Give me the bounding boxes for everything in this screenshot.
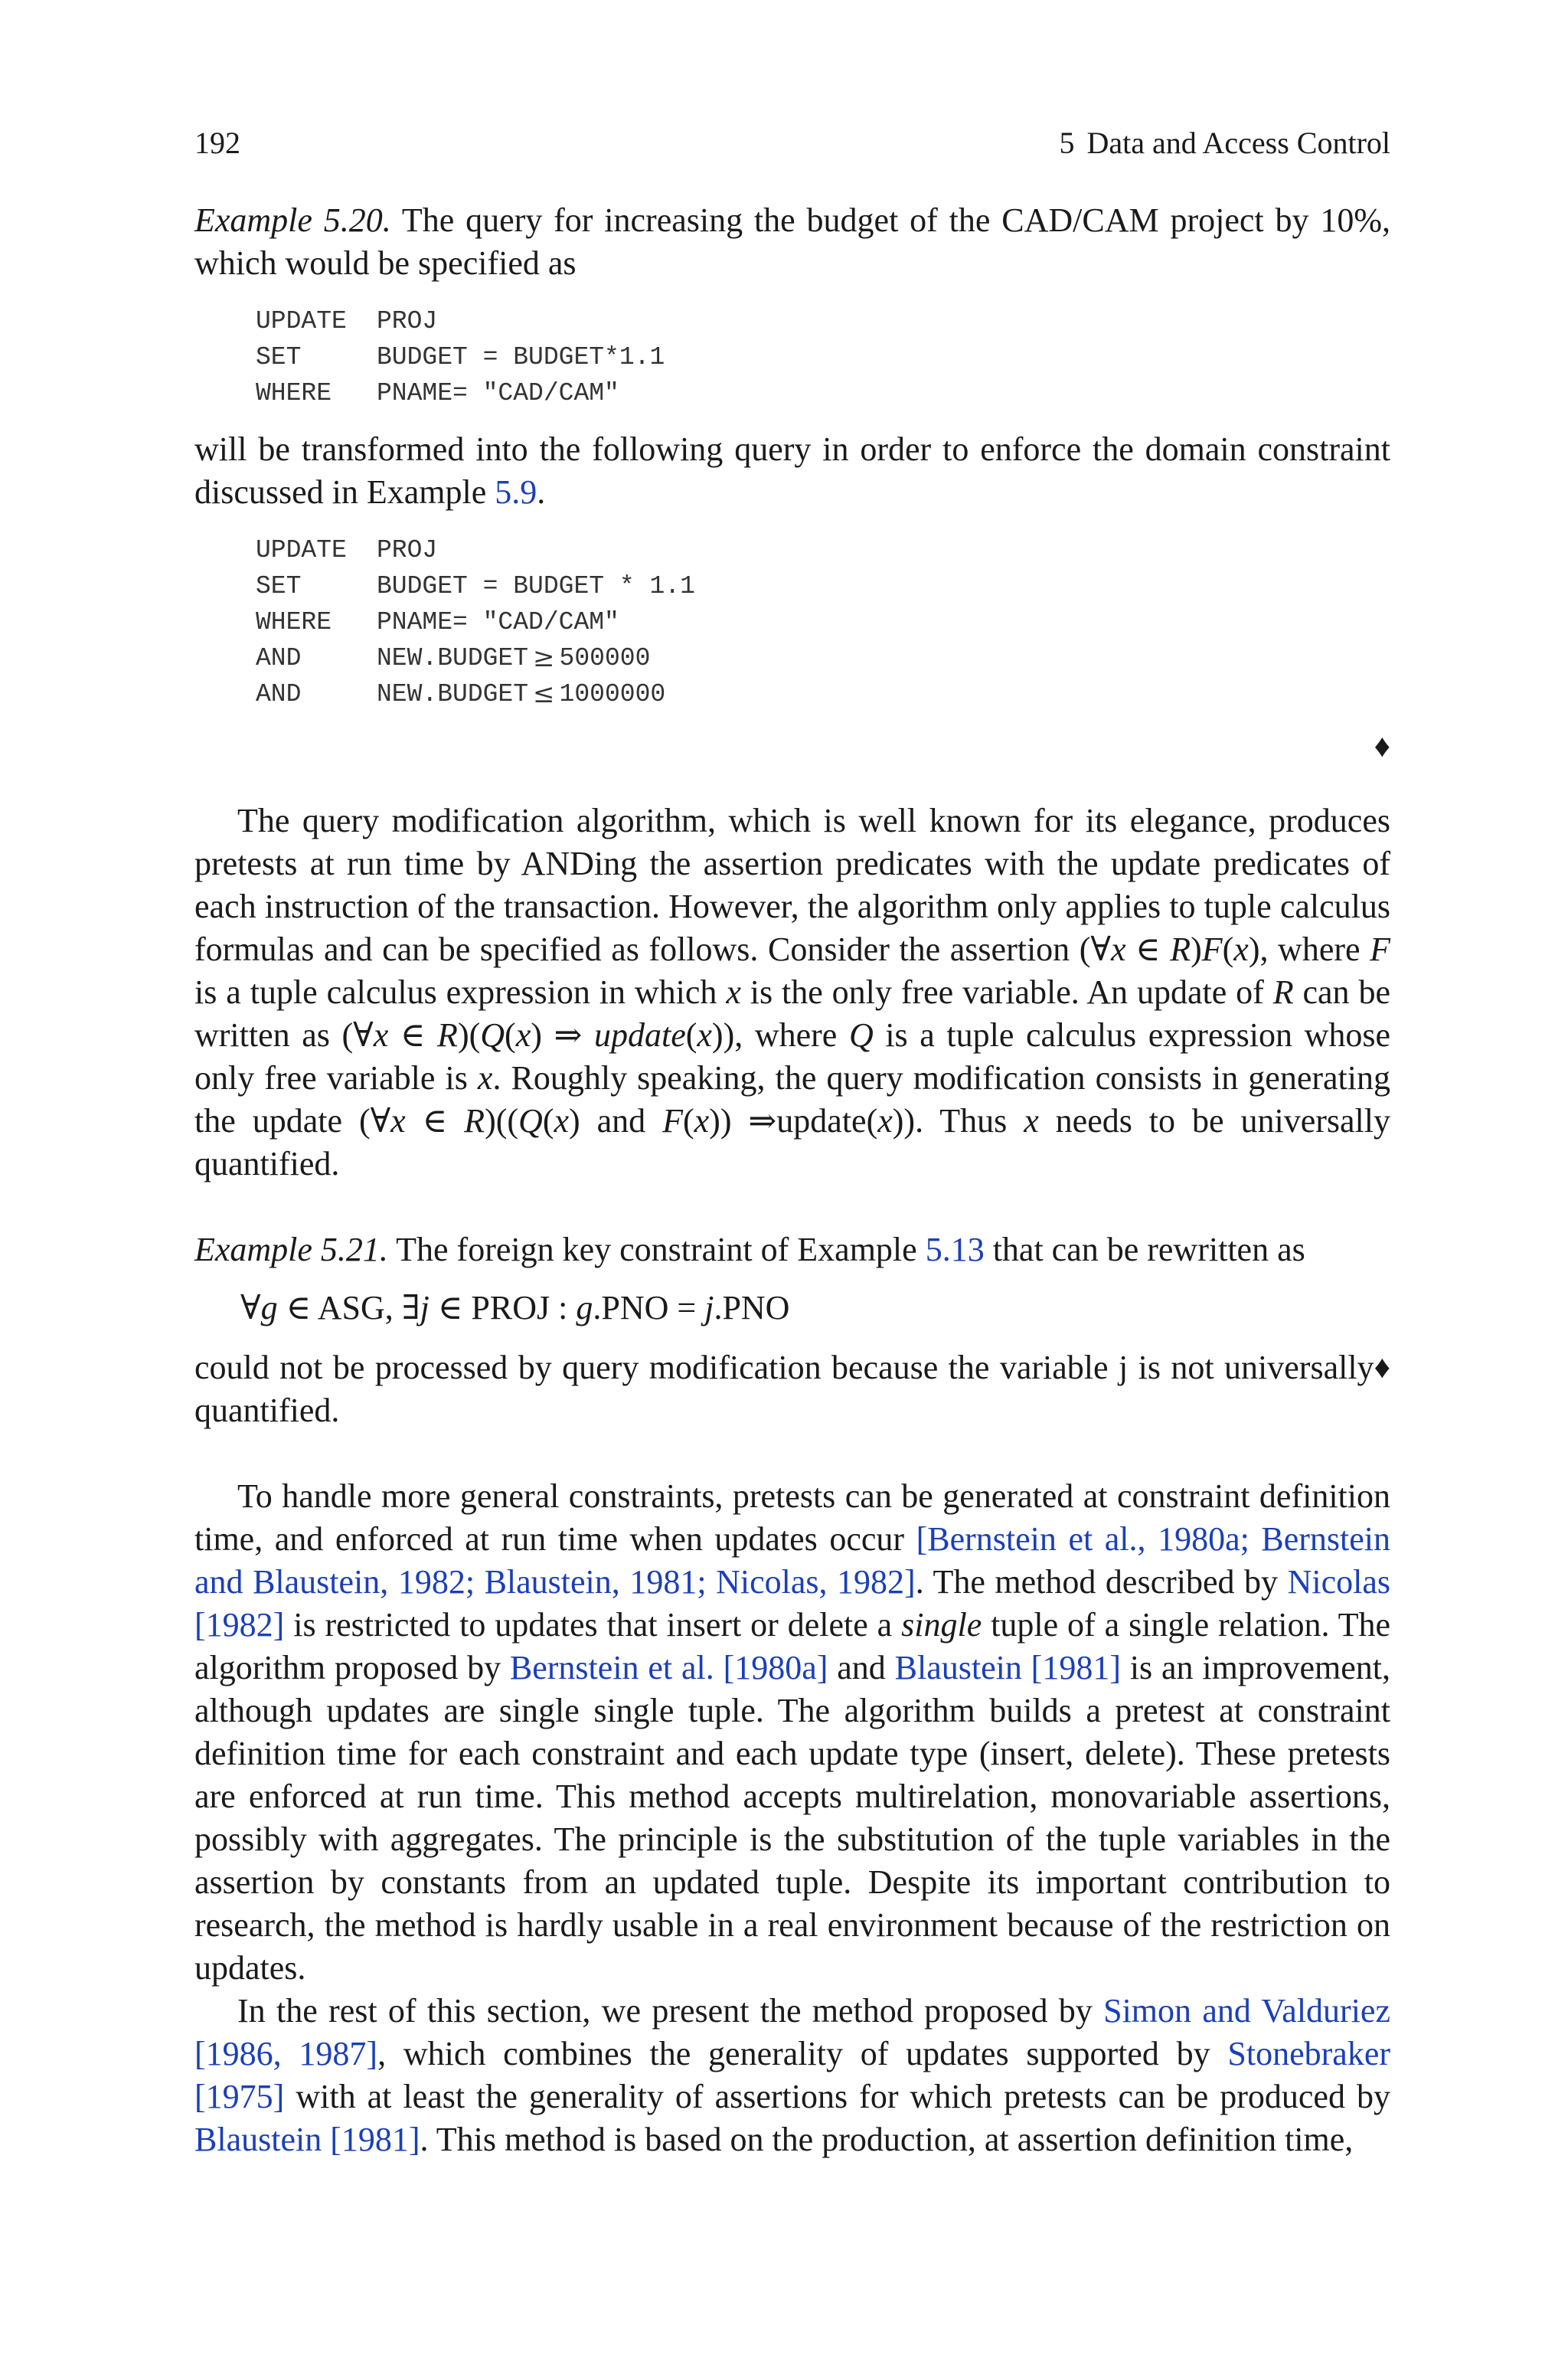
example-5-21-conclusion: ♦ could not be processed by query modification because the variable j is not universally quantified. bbox=[194, 1346, 1390, 1432]
foreign-key-formula: ∀g ∈ ASG, ∃j ∈ PROJ : g.PNO = j.PNO bbox=[240, 1289, 790, 1326]
code-line: WHERE PNAME= "CAD/CAM" bbox=[256, 608, 619, 636]
example-label: Example 5.20. bbox=[194, 201, 391, 239]
code-block-modified-query bbox=[256, 532, 1390, 712]
citation-link[interactable]: Bernstein et al. [1980a] bbox=[509, 1649, 828, 1686]
citation-link[interactable]: Nicolas [1982] bbox=[194, 1563, 1390, 1644]
citation-link[interactable]: [Bernstein et al., 1980a; Bernstein and Blaustein, 1982; Blaustein, 1981; Nicolas, 1982] bbox=[194, 1520, 1391, 1601]
transformation-text: will be transformed into the following query in order to enforce the domain constraint discussed in Example 5.9. bbox=[194, 430, 1390, 511]
citation-link[interactable]: Blaustein [1981] bbox=[894, 1649, 1121, 1686]
citation-link[interactable]: Stonebraker [1975] bbox=[194, 2035, 1390, 2115]
page-number: 192 bbox=[194, 126, 240, 160]
example-5-20-intro: Example 5.20. The query for increasing the budget of the CAD/CAM project by 10%, which would be specified as bbox=[194, 201, 1390, 282]
code-line: SET BUDGET = BUDGET * 1.1 bbox=[256, 572, 695, 600]
code-line: SET BUDGET = BUDGET*1.1 bbox=[256, 343, 665, 371]
query-modification-paragraph: The query modification algorithm, which is well known for its elegance, produces pretests at run time by ANDing the assertion predicates with the update predicates of each instruction of the transaction. However, the algorithm only applies to tuple calculus formulas and can be specified as follows. Consider the assertion (∀x ∈ R)F(x), where F is a tuple calculus expression in which x is the only free variable. An update of R can be written as (∀x ∈ R)(Q(x) ⇒ update(x)), where Q is a tuple calculus expression whose only free variable is x. Roughly speaking, the query modification consists in generating the update (∀x ∈ R)((Q(x) and F(x)) ⇒update(x)). Thus x needs to be universally quantified. bbox=[194, 802, 1391, 1182]
example-label: Example 5.21. bbox=[194, 1231, 388, 1268]
example-end-diamond-icon: ♦ bbox=[1374, 729, 1390, 764]
chapter-heading bbox=[1059, 125, 1390, 162]
general-constraints-paragraph: To handle more general constraints, pretests can be generated at constraint definition time, and enforced at run time when updates occur [Bernstein et al., 1980a; Bernstein and Blaustein, 1982; Blaustein, 1981; Nicolas, 1982]. The method described by Nicolas [1982] is restricted to updates that insert or delete a single tuple of a single relation. The algorithm proposed by Bernstein et al. [1980a] and Blaustein [1981] is an improvement, although updates are single single tuple. The algorithm builds a pretest at constraint definition time for each constraint and each update type (insert, delete). These pretests are enforced at run time. This method accepts multirelation, monovariable assertions, possibly with aggregates. The principle is the substitution of the tuple variables in the assertion by constants from an updated tuple. Despite its important contribution to research, the method is hardly usable in a real environment because of the restriction on updates. bbox=[194, 1477, 1391, 1987]
code-block-original-query bbox=[256, 303, 1390, 411]
code-line: AND NEW.BUDGET ≥ 500000 bbox=[256, 643, 651, 673]
chapter-number: 5 bbox=[1059, 126, 1075, 160]
code-line: AND NEW.BUDGET ≤ 1000000 bbox=[256, 679, 666, 709]
example-5-9-link[interactable]: 5.9 bbox=[495, 473, 537, 511]
citation-link[interactable]: Blaustein [1981] bbox=[194, 2121, 420, 2158]
code-line: UPDATE PROJ bbox=[256, 536, 438, 564]
example-5-21-intro: Example 5.21. The foreign key constraint of Example 5.13 that can be rewritten as bbox=[194, 1231, 1305, 1268]
citation-link[interactable]: Simon and Valduriez [1986, 1987] bbox=[194, 1992, 1390, 2072]
example-5-13-link[interactable]: 5.13 bbox=[925, 1231, 985, 1268]
page-body bbox=[194, 199, 1390, 2161]
rest-of-section-paragraph: In the rest of this section, we present the method proposed by Simon and Valduriez [1986, 1987], which combines the generality of updates supported by Stonebraker [1975] with at least the generality of assertions for which pretests can be produced by Blaustein [1981]. This method is based on the production, at assertion definition time, bbox=[194, 1992, 1390, 2158]
example-end-diamond-icon: ♦ bbox=[1374, 1350, 1390, 1385]
code-line: WHERE PNAME= "CAD/CAM" bbox=[256, 379, 619, 407]
chapter-title: Data and Access Control bbox=[1086, 126, 1390, 160]
code-line: UPDATE PROJ bbox=[256, 307, 438, 335]
